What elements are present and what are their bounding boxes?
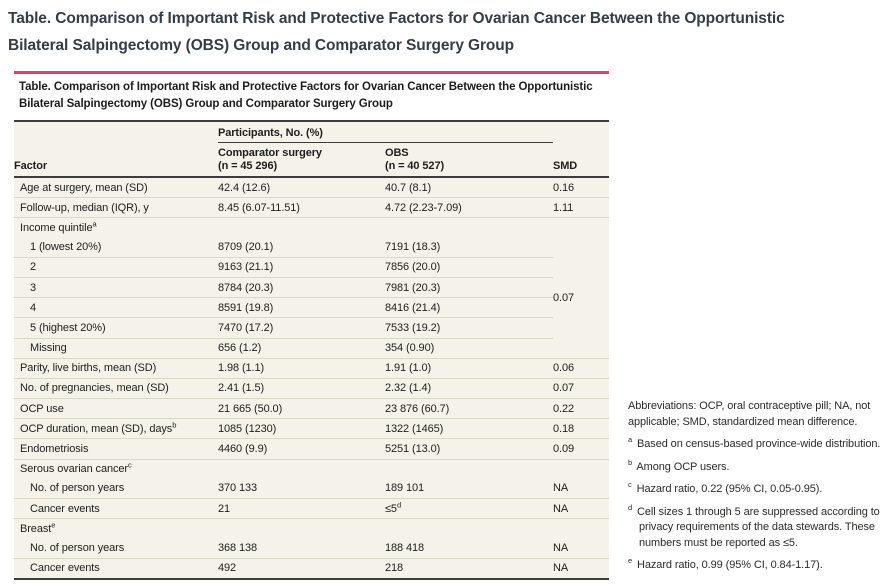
obs-cell: 4.72 (2.23-7.09): [385, 198, 553, 218]
factor-cell: Missing: [14, 338, 218, 358]
comparator-cell: 8.45 (6.07-11.51): [218, 198, 385, 218]
table-row: [14, 177, 609, 198]
column-header-smd: SMD: [553, 143, 609, 178]
table-row: [14, 439, 609, 459]
column-header-obs: [385, 143, 553, 178]
superscript-marker: e: [51, 520, 56, 530]
group-header-spacer-left: [14, 121, 218, 143]
smd-cell: 0.07: [553, 378, 609, 398]
obs-cell: 354 (0.90): [385, 338, 553, 358]
factor-cell: 4: [14, 298, 218, 318]
column-header-factor: Factor: [14, 143, 218, 178]
smd-cell: NA: [553, 499, 609, 519]
superscript-marker: d: [396, 499, 402, 509]
footnote-marker: d: [628, 502, 633, 512]
factor-cell: No. of person years: [14, 538, 218, 558]
section-row: [14, 218, 609, 238]
group-header-spacer-right: [553, 121, 609, 143]
factor-cell: OCP use: [14, 399, 218, 419]
table-row: [14, 238, 609, 258]
comparator-cell: 21 665 (50.0): [218, 399, 385, 419]
obs-header-line-1: OBS: [385, 147, 409, 159]
smd-cell: NA: [553, 538, 609, 558]
comparator-cell: 8591 (19.8): [218, 298, 385, 318]
section-label: Serous ovarian cancer$^c$: [20, 460, 132, 476]
participants-group-header: Participants, No. (%): [218, 121, 553, 143]
comparator-cell: 7470 (17.2): [218, 318, 385, 338]
column-header-comparator: [218, 143, 385, 178]
footnote-c: $^c$ Hazard ratio, 0.22 (95% CI, 0.05-0.95).: [628, 480, 823, 495]
factor-cell: Cancer events: [30, 562, 100, 575]
footnote-marker: e: [628, 556, 633, 566]
smd-cell: 0.09: [553, 439, 609, 459]
obs-cell: 7191 (18.3): [385, 238, 553, 258]
smd-cell: 1.11: [553, 198, 609, 218]
comparator-cell: 2.41 (1.5): [218, 378, 385, 398]
obs-cell: 218: [385, 562, 404, 575]
factor-cell: No. of pregnancies, mean (SD): [14, 378, 218, 398]
factor-cell: OCP duration, mean (SD), days$^b$: [14, 419, 218, 439]
smd-cell: 0.18: [553, 419, 609, 439]
section-row: [14, 459, 609, 479]
superscript-marker: c: [127, 460, 132, 470]
table-title-line-1: Table. Comparison of Important Risk and Protective Factors for Ovarian Cancer Between the Opportunistic: [19, 81, 593, 93]
table-row: [14, 499, 609, 519]
section-row: [14, 519, 609, 539]
table-row: [14, 538, 609, 558]
obs-cell: 1322 (1465): [385, 419, 553, 439]
table-row: [14, 419, 609, 439]
factor-cell: Parity, live births, mean (SD): [14, 358, 218, 378]
comparator-cell: 4460 (9.9): [218, 439, 385, 459]
table-row: [14, 318, 609, 338]
footnote-e: $^e$ Hazard ratio, 0.99 (95% CI, 0.84-1.17).: [628, 556, 823, 571]
table-row: [14, 198, 609, 218]
comparator-cell: 656 (1.2): [218, 338, 385, 358]
comparator-cell: 21: [218, 499, 385, 519]
smd-cell: 0.16: [553, 177, 609, 198]
comparator-cell: 8784 (20.3): [218, 277, 385, 297]
comparator-cell: 1085 (1230): [218, 419, 385, 439]
footnote-a: $^a$ Based on census-based province-wide distribution.: [628, 435, 881, 450]
footnote-b: $^b$ Among OCP users.: [628, 457, 730, 473]
comparator-cell: 9163 (21.1): [218, 257, 385, 277]
table-row: [14, 378, 609, 398]
factor-cell: 5 (highest 20%): [14, 318, 218, 338]
obs-cell: 8416 (21.4): [385, 298, 553, 318]
caption-line-2: Bilateral Salpingectomy (OBS) Group and Comparator Surgery Group: [8, 37, 515, 54]
footnotes: [628, 399, 892, 581]
table-row: [14, 558, 609, 579]
table-caption: [8, 5, 888, 59]
table-row: [14, 338, 609, 358]
table-body: [14, 177, 609, 579]
risk-factors-table: [14, 120, 609, 580]
table-row: [14, 399, 609, 419]
factor-cell: Endometriosis: [14, 439, 218, 459]
table-row: [14, 277, 609, 297]
obs-cell: 7856 (20.0): [385, 257, 553, 277]
comparator-cell: 492: [218, 562, 237, 575]
footnote-marker: a: [628, 435, 633, 445]
section-label: Income quintile$^a$: [20, 219, 97, 234]
factor-cell: 2: [14, 257, 218, 277]
column-header-row: [14, 143, 609, 178]
comparator-cell: 370 133: [218, 479, 385, 499]
factor-cell: Age at surgery, mean (SD): [14, 177, 218, 198]
comparator-header-line-2: (n = 45 296): [218, 159, 278, 172]
smd-cell: 0.06: [553, 358, 609, 378]
obs-cell: 5251 (13.0): [385, 439, 553, 459]
table-row: [14, 358, 609, 378]
obs-header-line-2: (n = 40 527): [385, 159, 445, 172]
superscript-marker: a: [92, 219, 97, 229]
factor-cell: 1 (lowest 20%): [14, 238, 218, 258]
smd-cell: 0.07: [553, 238, 609, 359]
factor-cell: Follow-up, median (IQR), y: [14, 198, 218, 218]
table-row: [14, 257, 609, 277]
obs-cell: 188 418: [385, 538, 553, 558]
superscript-marker: b: [172, 420, 177, 430]
section-label: Breast$^e$: [20, 520, 56, 535]
footnote-list: [628, 437, 892, 574]
footnote-marker: c: [628, 480, 632, 490]
obs-cell: 7981 (20.3): [385, 277, 553, 297]
comparator-header-line-1: Comparator surgery: [218, 147, 322, 159]
table-panel: [14, 71, 609, 580]
table-title: [14, 74, 609, 120]
comparator-cell: 8709 (20.1): [218, 238, 385, 258]
obs-cell: 2.32 (1.4): [385, 378, 553, 398]
table-title-line-2: Bilateral Salpingectomy (OBS) Group and Comparator Surgery Group: [19, 97, 393, 110]
group-header-row: [14, 121, 609, 143]
obs-cell: 189 101: [385, 479, 553, 499]
comparator-cell: 368 138: [218, 538, 385, 558]
table-row: [14, 298, 609, 318]
abbreviations-note: Abbreviations: OCP, oral contraceptive pill; NA, not applicable; SMD, standardized mean difference.: [628, 400, 871, 428]
obs-cell: 1.91 (1.0): [385, 358, 553, 378]
smd-cell: 0.22: [553, 399, 609, 419]
footnote-marker: b: [628, 457, 633, 467]
obs-cell: 7533 (19.2): [385, 318, 553, 338]
obs-cell: $\le 5^d$: [385, 499, 553, 519]
footnote-d: $^d$ Cell sizes 1 through 5 are suppressed according to privacy requirements of the data stewards. These numbers must be reported as ≤5.: [628, 502, 880, 549]
factor-cell: Cancer events: [14, 499, 218, 519]
obs-cell: 23 876 (60.7): [385, 399, 553, 419]
comparator-cell: 42.4 (12.6): [218, 177, 385, 198]
comparator-cell: 1.98 (1.1): [218, 358, 385, 378]
caption-line-1: Table. Comparison of Important Risk and Protective Factors for Ovarian Cancer Between the Opportunistic: [8, 10, 785, 27]
smd-cell: NA: [553, 479, 609, 499]
factor-cell: No. of person years: [14, 479, 218, 499]
table-row: [14, 479, 609, 499]
obs-cell: 40.7 (8.1): [385, 177, 553, 198]
factor-cell: 3: [14, 277, 218, 297]
smd-cell: NA: [553, 562, 569, 575]
